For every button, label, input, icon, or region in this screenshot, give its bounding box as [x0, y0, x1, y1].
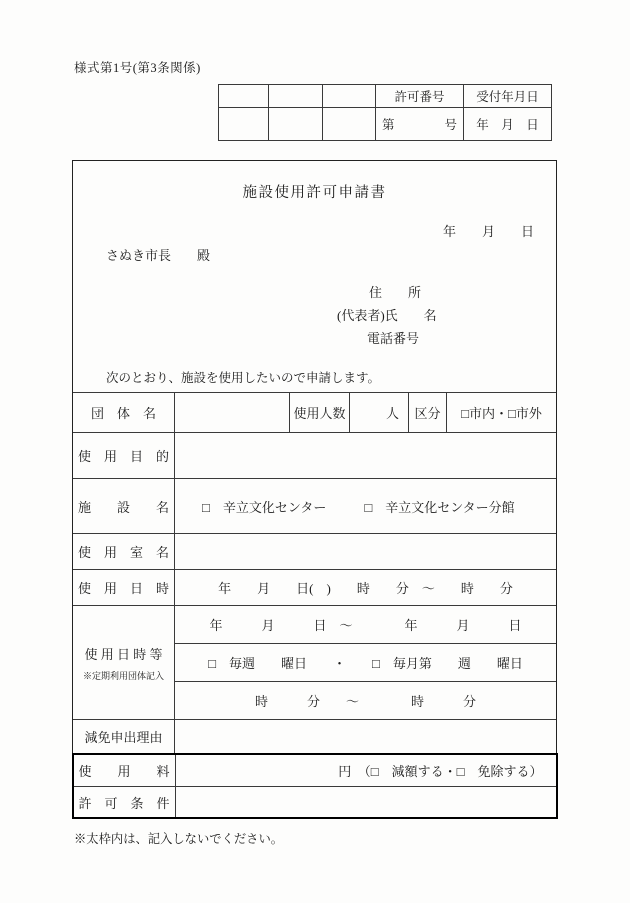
room-name-label: 使 用 室 名 — [77, 545, 169, 560]
group-name-field — [174, 393, 289, 432]
facility-option-main: □ 辛立文化センター — [202, 499, 327, 515]
purpose-field — [174, 433, 556, 478]
row-use-datetime — [73, 569, 556, 605]
phone-number-label: 電話番号 — [367, 331, 420, 346]
stamp-header-row — [219, 85, 552, 108]
exemption-reason-field — [174, 720, 556, 753]
form-header — [73, 161, 556, 392]
category-label: 区分 — [408, 393, 446, 432]
permit-number-header: 許可番号 — [376, 85, 464, 108]
row-exemption-reason — [73, 719, 556, 753]
usage-fee-label: 使 用 料 — [78, 764, 170, 779]
permit-number-value: 第 号 — [376, 108, 464, 141]
group-name-label: 団 体 名 — [90, 406, 156, 421]
receipt-date-value: 年 月 日 — [464, 108, 552, 141]
approval-stamp-table — [218, 84, 552, 141]
row-group-name — [73, 392, 556, 432]
category-options: □市内・□市外 — [446, 393, 556, 432]
people-count-label: 使用人数 — [289, 393, 349, 432]
application-statement: 次のとおり、施設を使用したいので申請します。 — [106, 371, 381, 385]
stamp-cell-empty — [219, 108, 269, 141]
schedule-label-cell — [73, 606, 174, 719]
addressee-line: さぬき市長 殿 — [106, 248, 211, 263]
row-permit-conditions — [74, 786, 556, 817]
row-usage-fee — [74, 755, 556, 786]
office-use-thick-frame — [72, 753, 558, 819]
row-facility — [73, 478, 556, 533]
people-unit-label: 人 — [349, 393, 408, 432]
permit-conditions-label: 許 可 条 件 — [78, 795, 170, 811]
stamp-cell-empty — [269, 108, 323, 141]
form-number-label: 様式第1号(第3条関係) — [74, 61, 201, 75]
schedule-label: 使 用 日 時 等 — [84, 646, 163, 662]
use-datetime-label: 使 用 日 時 — [77, 581, 169, 596]
application-date-line: 年 月 日 — [442, 224, 534, 239]
row-room-name — [73, 533, 556, 569]
exemption-reason-label: 減免申出理由 — [84, 730, 163, 745]
row-schedule — [73, 605, 556, 719]
stamp-cell-empty — [323, 108, 376, 141]
schedule-period-field: 年 月 日 ～ 年 月 日 — [209, 618, 522, 633]
schedule-time-field: 時 分 ～ 時 分 — [175, 681, 556, 719]
room-name-field — [174, 534, 556, 569]
stamp-value-row — [219, 108, 552, 141]
facility-option-annex: □ 辛立文化センター分館 — [364, 499, 515, 515]
footnote: ※太枠内は、記入しないでください。 — [74, 832, 284, 846]
usage-fee-field: 円 （□ 減額する・□ 免除する） — [175, 755, 556, 786]
purpose-label: 使 用 目 的 — [77, 449, 169, 464]
representative-name-label: (代表者)氏 名 — [337, 308, 437, 323]
application-form-frame — [72, 160, 557, 819]
address-label: 住 所 — [369, 285, 422, 300]
use-datetime-field: 年 月 日( ) 時 分 ～ 時 分 — [174, 570, 556, 605]
schedule-fields — [174, 606, 556, 719]
stamp-cell-empty — [219, 85, 269, 108]
facility-options — [174, 479, 556, 533]
stamp-cell-empty — [269, 85, 323, 108]
stamp-cell-empty — [323, 85, 376, 108]
row-purpose — [73, 432, 556, 478]
facility-name-label: 施 設 名 — [77, 499, 169, 515]
schedule-weekly-field: □ 毎週 曜日 ・ □ 毎月第 週 曜日 — [175, 643, 556, 681]
receipt-date-header: 受付年月日 — [464, 85, 552, 108]
schedule-note: ※定期利用団体記入 — [82, 670, 164, 681]
permit-conditions-field — [175, 787, 556, 817]
form-title: 施設使用許可申請書 — [242, 185, 387, 201]
